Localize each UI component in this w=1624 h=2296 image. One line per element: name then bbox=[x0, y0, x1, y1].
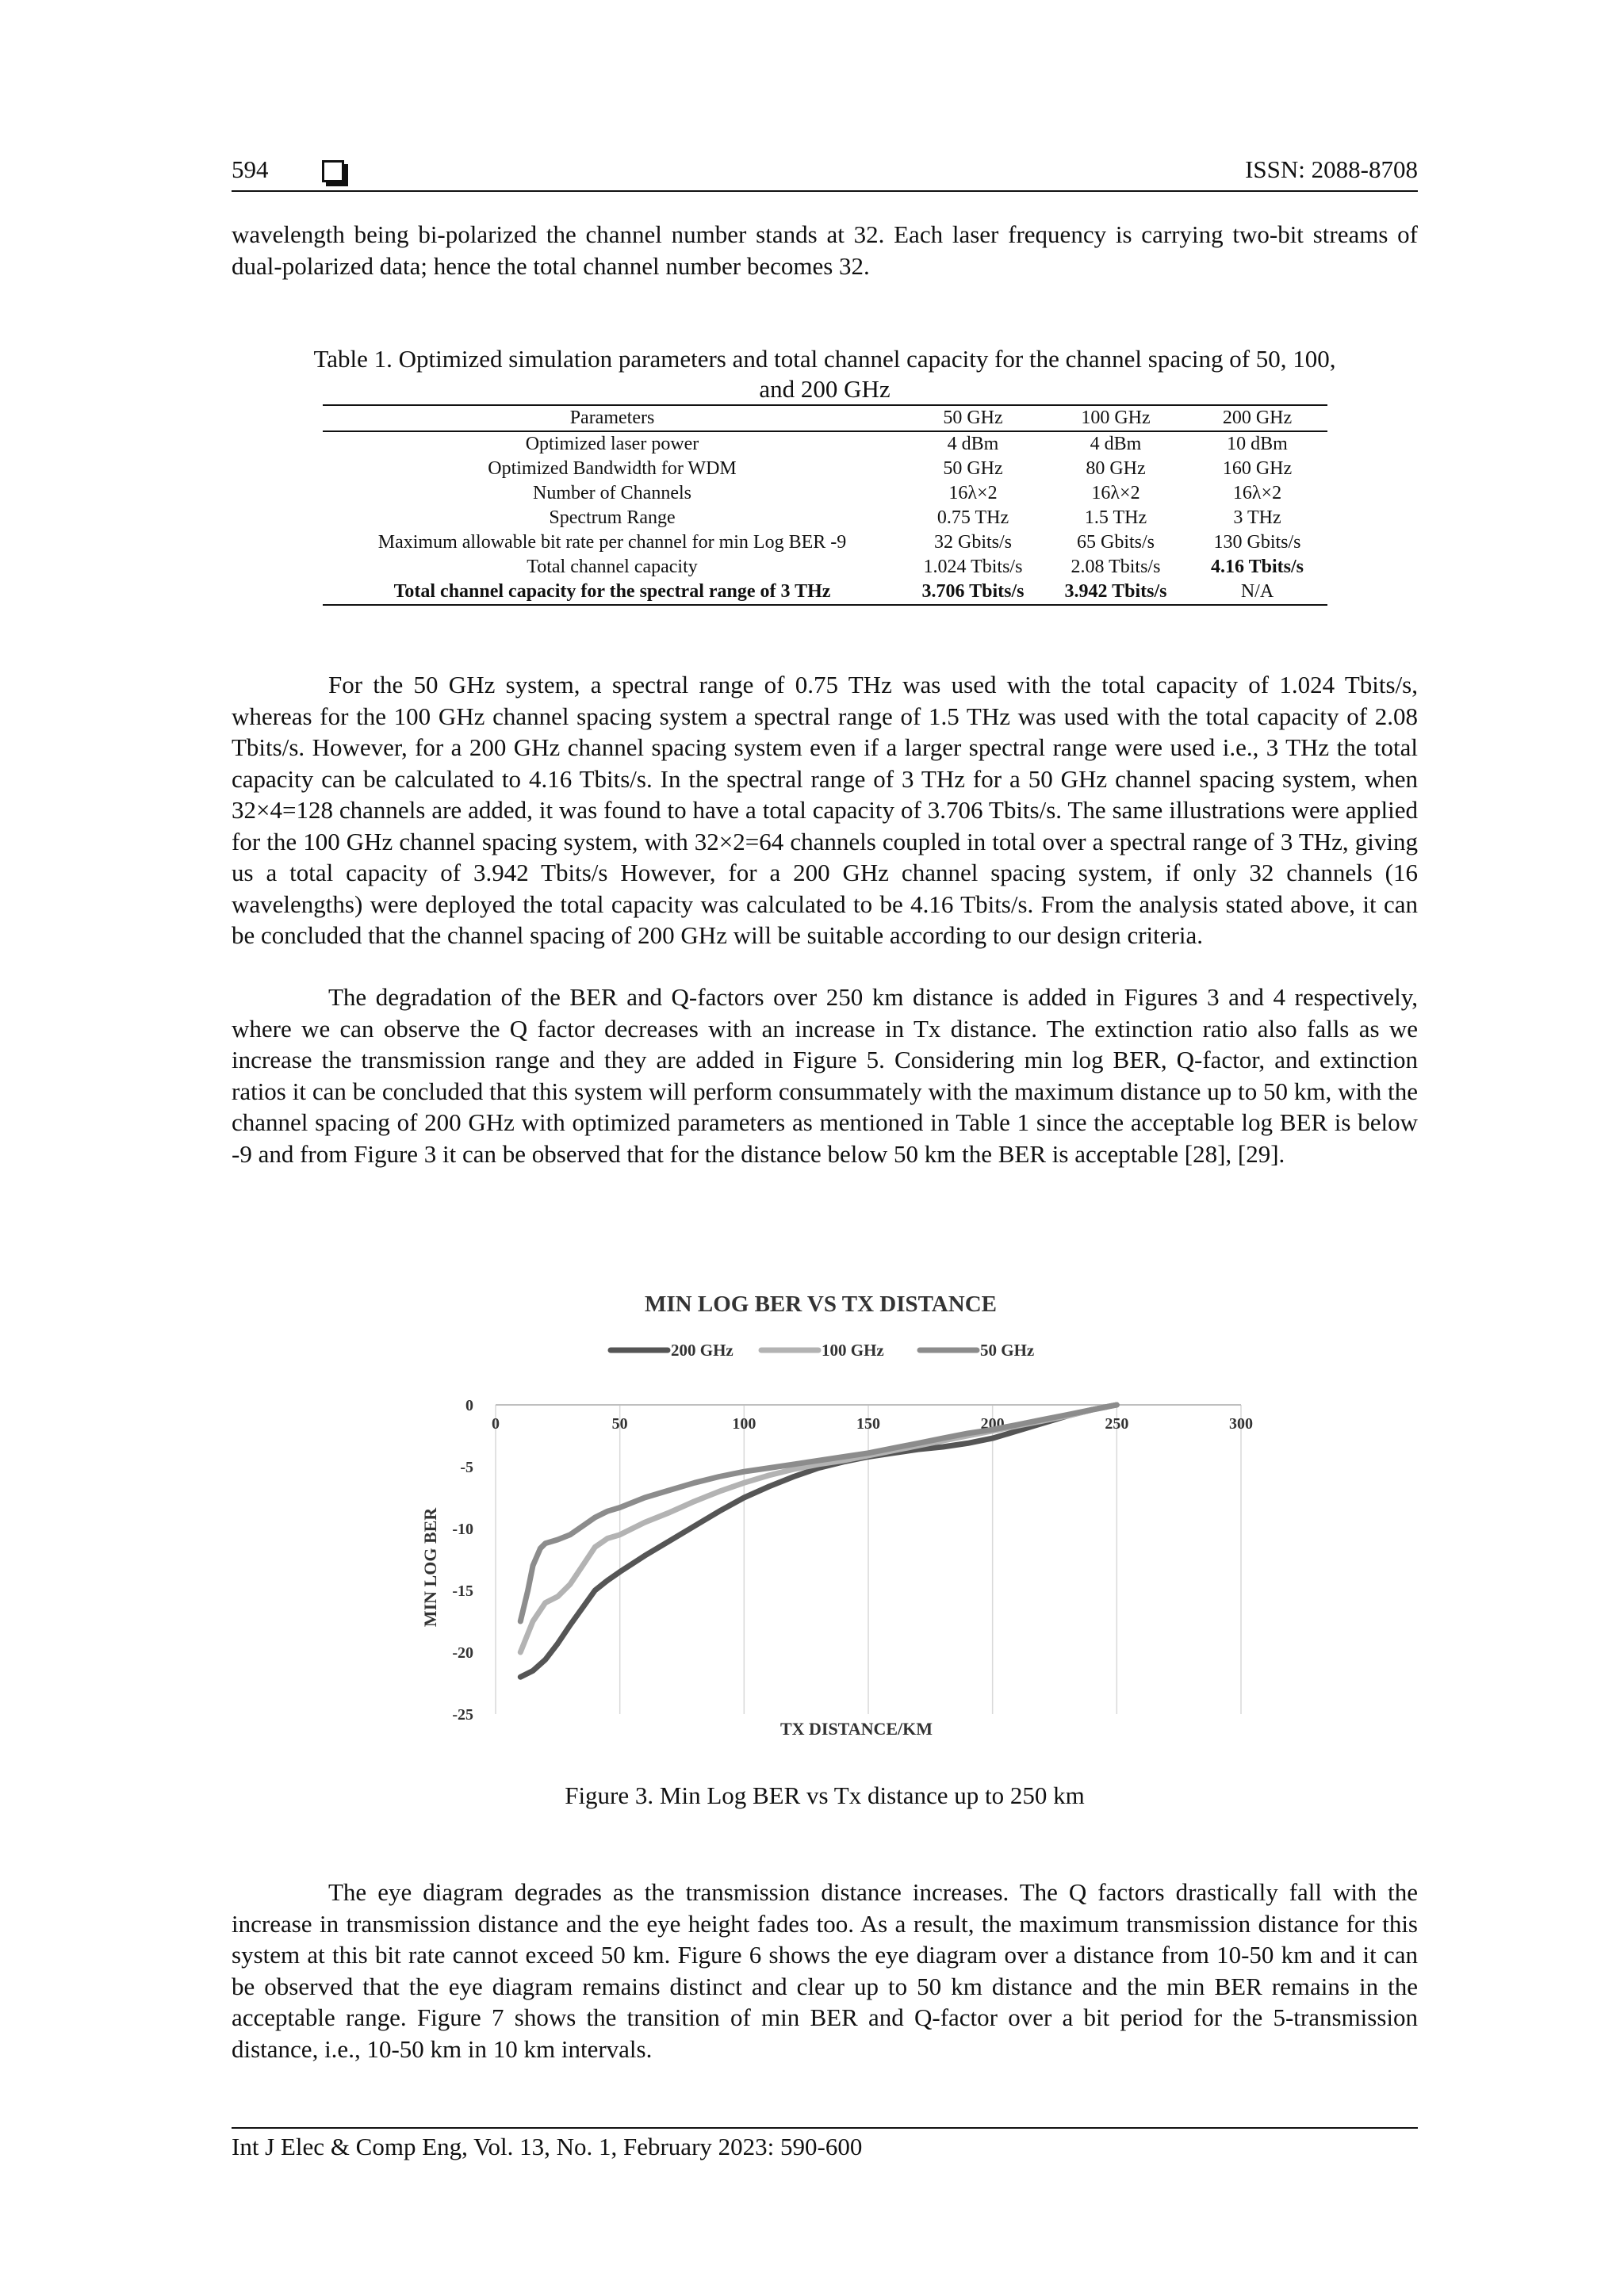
table-param-cell: Number of Channels bbox=[533, 482, 691, 503]
ber-chart bbox=[400, 1261, 1273, 1736]
table-value-cell: 4.16 Tbits/s bbox=[1211, 556, 1304, 577]
table-value-cell: 160 GHz bbox=[1222, 457, 1293, 479]
square-box-icon bbox=[322, 160, 344, 182]
table-row bbox=[323, 580, 1327, 605]
y-axis-label: MIN LOG BER bbox=[420, 1507, 440, 1628]
legend-label: 100 GHz bbox=[822, 1341, 884, 1360]
table-row bbox=[323, 530, 1327, 555]
y-tick-label: -20 bbox=[452, 1644, 473, 1662]
paragraph-intro: wavelength being bi-polarized the channel number stands at 32. Each laser frequency is carrying two-bit streams of dual-polarized data; hence the total channel number becomes 32. bbox=[232, 220, 1418, 280]
chart-title: MIN LOG BER VS TX DISTANCE bbox=[645, 1292, 997, 1317]
y-tick-label: 0 bbox=[465, 1397, 473, 1414]
parameters-table bbox=[323, 404, 1327, 606]
table-value-cell: 0.75 THz bbox=[936, 507, 1009, 528]
table-param-cell: Optimized laser power bbox=[525, 433, 699, 454]
table-value-cell: 80 GHz bbox=[1086, 457, 1146, 479]
table-row bbox=[323, 457, 1327, 481]
table-value-cell: 2.08 Tbits/s bbox=[1071, 556, 1161, 577]
x-tick-label: 0 bbox=[492, 1415, 500, 1433]
footer-rule bbox=[232, 2127, 1418, 2129]
table-row bbox=[323, 506, 1327, 530]
table-param-cell: Total channel capacity for the spectral range of 3 THz bbox=[323, 580, 902, 605]
page-footer: Int J Elec & Comp Eng, Vol. 13, No. 1, February 2023: 590-600 bbox=[232, 2133, 863, 2160]
x-axis-label: TX DISTANCE/KM bbox=[779, 1719, 933, 1736]
table-value-cell: 16λ×2 bbox=[948, 482, 998, 503]
table-value-cell: 4 dBm bbox=[947, 433, 999, 454]
page-header bbox=[232, 155, 1418, 193]
paragraph-eye-diagram: The eye diagram degrades as the transmission distance increases. The Q factors drastically fall with the increase in transmission distance and the eye height fades too. As a result, the maximum transmission distance for this system at this bit rate cannot exceed 50 km. Figure 6 shows the eye diagram over a distance from 10-50 km and it can be observed that the eye diagram remains distinct and clear up to 50 km distance and the min BER remains in the acceptable range. Figure 7 shows the transition of min BER and Q-factor over a bit period for the 5-transmission distance, i.e., 10-50 km in 10 km intervals. bbox=[232, 1878, 1418, 2063]
table-header-row bbox=[323, 405, 1327, 431]
y-tick-label: -5 bbox=[460, 1459, 473, 1476]
table-row bbox=[323, 555, 1327, 580]
table-value-cell: 3.706 Tbits/s bbox=[902, 580, 1044, 605]
table-value-cell: 65 Gbits/s bbox=[1076, 531, 1155, 553]
table-value-cell: 16λ×2 bbox=[1091, 482, 1140, 503]
table-row bbox=[323, 481, 1327, 506]
table-value-cell: 3 THz bbox=[1233, 507, 1281, 528]
table-value-cell: 16λ×2 bbox=[1232, 482, 1282, 503]
y-tick-label: -15 bbox=[452, 1582, 473, 1600]
table-value-cell: 10 dBm bbox=[1227, 433, 1288, 454]
table-header-cell: 100 GHz bbox=[1044, 405, 1187, 431]
x-tick-label: 150 bbox=[856, 1415, 880, 1433]
table-value-cell: 1.5 THz bbox=[1084, 507, 1147, 528]
table-value-cell: 130 Gbits/s bbox=[1213, 531, 1301, 553]
figure-caption: Figure 3. Min Log BER vs Tx distance up to 250 km bbox=[565, 1781, 1085, 1809]
series-line-100ghz bbox=[520, 1405, 1116, 1652]
header-rule bbox=[232, 190, 1418, 192]
x-tick-label: 250 bbox=[1105, 1415, 1129, 1433]
series-line-200ghz bbox=[520, 1405, 1116, 1677]
x-tick-label: 100 bbox=[732, 1415, 756, 1433]
table-param-cell: Maximum allowable bit rate per channel for min Log BER -9 bbox=[377, 531, 847, 553]
paragraph-capacity: For the 50 GHz system, a spectral range of 0.75 THz was used with the total capacity of 1.024 Tbits/s, whereas for the 100 GHz channel spacing system a spectral range of 1.5 THz was used with the total capacity of 2.08 Tbits/s. However, for a 200 GHz channel spacing system even if a larger spectral range were used i.e., 3 THz the total capacity can be calculated to 4.16 Tbits/s. In the spectral range of 3 THz for a 50 GHz channel spacing system, when 32×4=128 channels are added, it was found to have a total capacity of 3.706 Tbits/s. The same illustrations were applied for the 100 GHz channel spacing system, with 32×2=64 channels coupled in total over a spectral range of 3 THz, giving us a total capacity of 3.942 Tbits/s However, for a 200 GHz channel spacing system, if only 32 channels (16 wavelengths) were deployed the total capacity was calculated to be 4.16 Tbits/s. From the analysis stated above, it can be concluded that the channel spacing of 200 GHz will be suitable according to our design criteria. bbox=[232, 671, 1418, 949]
x-tick-label: 200 bbox=[980, 1415, 1005, 1433]
table-value-cell: N/A bbox=[1187, 580, 1327, 605]
table-param-cell: Spectrum Range bbox=[549, 507, 676, 528]
legend-label: 50 GHz bbox=[980, 1341, 1035, 1360]
series-line-50ghz bbox=[520, 1405, 1116, 1621]
table-caption: Table 1. Optimized simulation parameters and total channel capacity for the channel spacing of 50, 100, and 200 GHz bbox=[313, 345, 1336, 403]
y-tick-label: -25 bbox=[452, 1706, 473, 1724]
legend-label: 200 GHz bbox=[671, 1341, 733, 1360]
table-header-cell: 200 GHz bbox=[1187, 405, 1327, 431]
table-param-cell: Total channel capacity bbox=[527, 556, 698, 577]
x-tick-label: 50 bbox=[611, 1415, 628, 1433]
table-param-cell: Optimized Bandwidth for WDM bbox=[488, 457, 737, 479]
paragraph-degradation: The degradation of the BER and Q-factors over 250 km distance is added in Figures 3 and 4 respectively, where we can observe the Q factor decreases with an increase in Tx distance. The extinction ratio also falls as we increase the transmission range and they are added in Figure 5. Considering min log BER, Q-factor, and extinction ratios it can be concluded that this system will perform consummately with the maximum distance up to 50 km, with the channel spacing of 200 GHz with optimized parameters as mentioned in Table 1 since the acceptable log BER is below -9 and from Figure 3 it can be observed that for the distance below 50 km the BER is acceptable [28], [29]. bbox=[232, 983, 1418, 1168]
ber-chart-svg bbox=[400, 1261, 1273, 1736]
table-header-cell: Parameters bbox=[323, 405, 902, 431]
x-tick-label: 300 bbox=[1229, 1415, 1253, 1433]
table-row bbox=[323, 431, 1327, 457]
parameters-table-grid bbox=[323, 404, 1327, 606]
table-value-cell: 4 dBm bbox=[1090, 433, 1142, 454]
page-number: 594 bbox=[232, 155, 269, 183]
issn-label: ISSN: 2088-8708 bbox=[1245, 155, 1418, 183]
table-value-cell: 1.024 Tbits/s bbox=[923, 556, 1023, 577]
table-value-cell: 50 GHz bbox=[943, 457, 1003, 479]
table-header-cell: 50 GHz bbox=[902, 405, 1044, 431]
table-value-cell: 3.942 Tbits/s bbox=[1044, 580, 1187, 605]
y-tick-label: -10 bbox=[452, 1521, 473, 1538]
table-value-cell: 32 Gbits/s bbox=[933, 531, 1012, 553]
